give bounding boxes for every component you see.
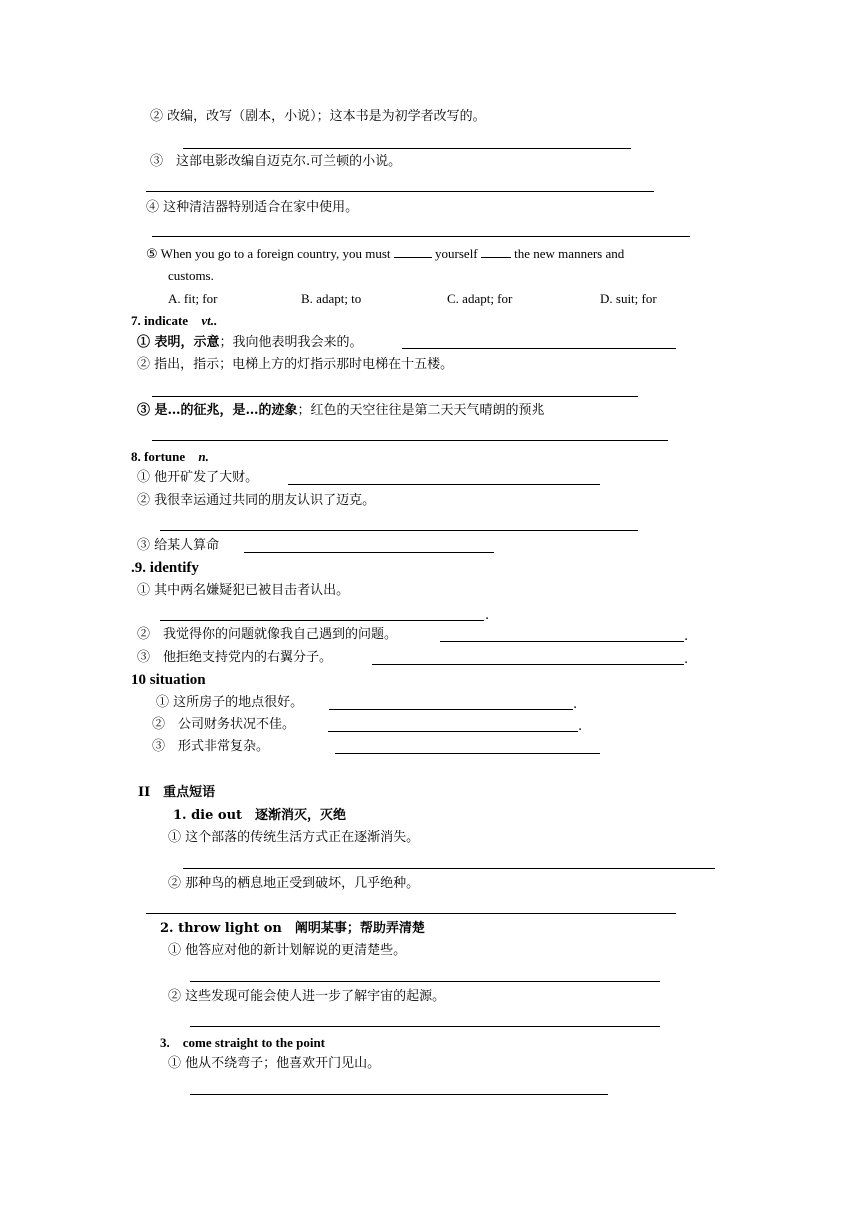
part2-title: II 重点短语 — [138, 785, 216, 800]
s8-pos: n. — [198, 449, 209, 464]
s8-word: 8. fortune — [131, 449, 186, 464]
item-5-text-a: ⑤ When you go to a foreign country, you must — [146, 246, 391, 261]
answer-line[interactable] — [372, 664, 684, 665]
period: . — [573, 697, 578, 712]
answer-line[interactable] — [152, 440, 668, 441]
answer-line[interactable] — [160, 530, 638, 531]
s6-item-2: ② 改编，改写（剧本，小说）；这本书是为初学者改写的。 — [150, 109, 486, 124]
period: . — [684, 629, 689, 644]
phrase-3-heading: 3. come straight to the point — [160, 1035, 326, 1050]
option-d[interactable]: D. suit; for — [600, 291, 657, 306]
option-b[interactable]: B. adapt; to — [301, 291, 362, 306]
s7-item-1 — [137, 335, 363, 351]
s7-item-1-rest: ；我向他表明我会来的。 — [219, 335, 363, 350]
period: . — [578, 719, 583, 734]
option-c[interactable]: C. adapt; for — [447, 291, 513, 306]
answer-line[interactable] — [288, 484, 600, 485]
s8-heading — [131, 449, 209, 465]
answer-line[interactable] — [190, 981, 660, 982]
s9-heading: .9. identify — [131, 560, 199, 576]
answer-line[interactable] — [183, 868, 715, 869]
s6-item-3: ③ 这部电影改编自迈克尔.可兰顿的小说。 — [150, 154, 402, 169]
answer-line[interactable] — [402, 348, 676, 349]
s7-pos: vt.. — [201, 313, 218, 328]
s6-item-5-cont: customs. — [168, 268, 214, 283]
period: . — [684, 652, 689, 667]
blank-1[interactable] — [394, 245, 432, 258]
phrase-1-heading: 1. die out 逐渐消灭，灭绝 — [173, 808, 347, 823]
s6-item-5 — [146, 245, 624, 262]
answer-line[interactable] — [329, 709, 573, 710]
s7-heading — [131, 313, 217, 329]
phrase-2-item-2: ② 这些发现可能会使人进一步了解宇宙的起源。 — [168, 989, 446, 1004]
s8-item-1: ① 他开矿发了大财。 — [137, 470, 259, 485]
s10-item-1: ① 这所房子的地点很好。 — [156, 695, 304, 710]
s10-heading: 10 situation — [131, 672, 206, 688]
answer-line[interactable] — [160, 620, 484, 621]
s7-item-3-rest: ；红色的天空往往是第二天天气晴朗的预兆 — [297, 403, 545, 418]
answer-line[interactable] — [328, 731, 578, 732]
s7-item-1-bold: ① 表明，示意 — [137, 335, 220, 350]
answer-line[interactable] — [152, 396, 638, 397]
item-5-text-c: the new manners and — [514, 246, 625, 261]
answer-line[interactable] — [190, 1094, 608, 1095]
s9-item-2: ② 我觉得你的问题就像我自己遇到的问题。 — [137, 627, 398, 642]
answer-line[interactable] — [244, 552, 494, 553]
phrase-2-heading: 2. throw light on 阐明某事；帮助弄清楚 — [160, 921, 425, 936]
period: . — [485, 608, 490, 623]
option-a[interactable]: A. fit; for — [168, 291, 218, 306]
s9-item-1: ① 其中两名嫌疑犯已被目击者认出。 — [137, 583, 350, 598]
phrase-1-item-1: ① 这个部落的传统生活方式正在逐渐消失。 — [168, 830, 420, 845]
s8-item-2: ② 我很幸运通过共同的朋友认识了迈克。 — [137, 493, 376, 508]
answer-line[interactable] — [146, 913, 676, 914]
answer-line[interactable] — [335, 753, 600, 754]
s10-item-3: ③ 形式非常复杂。 — [152, 739, 270, 754]
s9-item-3: ③ 他拒绝支持党内的右翼分子。 — [137, 650, 333, 665]
phrase-2-item-1: ① 他答应对他的新计划解说的更清楚些。 — [168, 943, 407, 958]
phrase-3-item-1: ① 他从不绕弯子；他喜欢开门见山。 — [168, 1056, 381, 1071]
answer-line[interactable] — [440, 641, 684, 642]
answer-line[interactable] — [190, 1026, 660, 1027]
s10-item-2: ② 公司财务状况不佳。 — [152, 717, 296, 732]
blank-2[interactable] — [481, 245, 511, 258]
s7-item-3 — [137, 403, 545, 419]
s7-item-2: ② 指出，指示；电梯上方的灯指示那时电梯在十五楼。 — [137, 357, 454, 372]
answer-line[interactable] — [152, 236, 690, 237]
answer-line[interactable] — [183, 148, 631, 149]
phrase-1-item-2: ② 那种鸟的栖息地正受到破坏，几乎绝种。 — [168, 876, 420, 891]
s6-item-4: ④ 这种清洁器特别适合在家中使用。 — [146, 200, 359, 215]
item-5-text-b: yourself — [435, 246, 478, 261]
s7-word: 7. indicate — [131, 313, 189, 328]
s8-item-3: ③ 给某人算命 — [137, 538, 220, 553]
s7-item-3-bold: ③ 是…的征兆，是…的迹象 — [137, 403, 298, 418]
answer-line[interactable] — [146, 191, 654, 192]
